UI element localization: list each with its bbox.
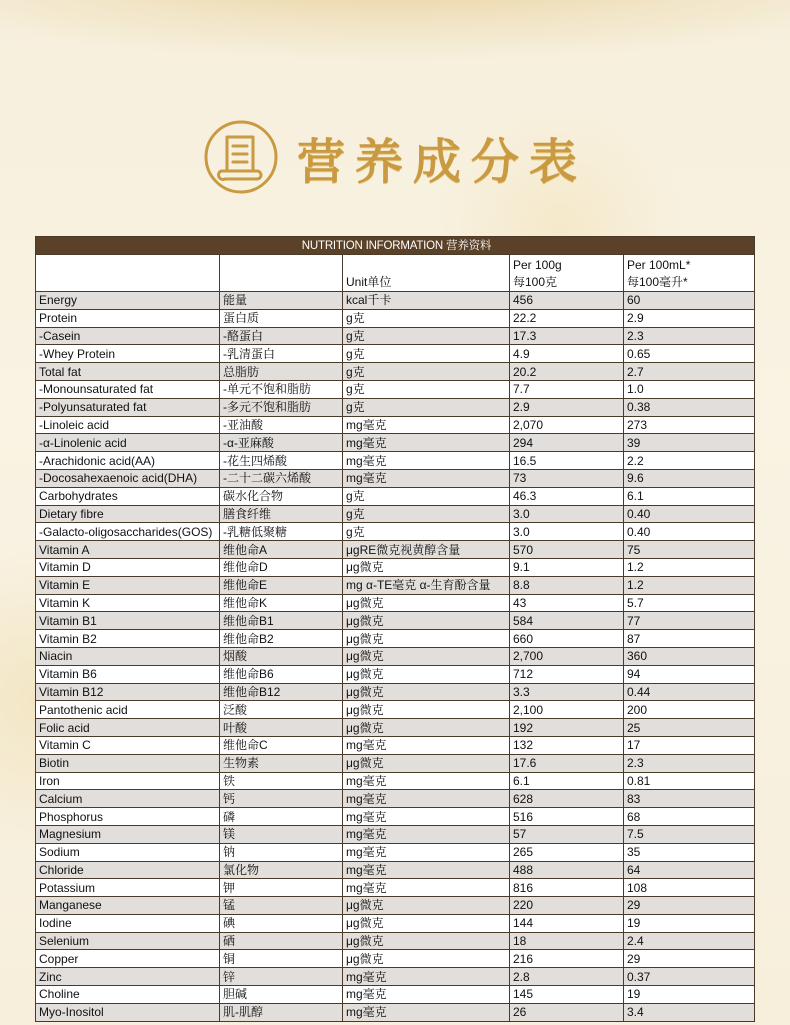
per-100g-value: 2,100 — [510, 701, 624, 719]
per-100g-value: 516 — [510, 808, 624, 826]
per-100ml-value: 2.3 — [624, 327, 755, 345]
nutrient-name-cn: 钠 — [220, 843, 343, 861]
table-caption: NUTRITION INFORMATION 营养资料 — [36, 237, 755, 255]
unit-cell: mg毫克 — [343, 434, 510, 452]
unit-cell: mg毫克 — [343, 968, 510, 986]
per-100ml-value: 200 — [624, 701, 755, 719]
unit-cell: mg毫克 — [343, 469, 510, 487]
per-100g-value: 628 — [510, 790, 624, 808]
unit-cell: mg α-TE毫克 α-生育酚含量 — [343, 576, 510, 594]
nutrient-name-cn: 维他命B2 — [220, 630, 343, 648]
per-100g-value: 43 — [510, 594, 624, 612]
table-row — [36, 541, 755, 559]
per-100g-value: 17.3 — [510, 327, 624, 345]
per-100ml-header-en: Per 100mL* — [627, 258, 691, 272]
unit-cell: mg毫克 — [343, 825, 510, 843]
nutrient-name-en: -Galacto-oligosaccharides(GOS) — [36, 523, 220, 541]
nutrient-name-cn: -亚油酸 — [220, 416, 343, 434]
unit-header: Unit单位 — [343, 255, 510, 292]
per-100ml-value: 35 — [624, 843, 755, 861]
nutrient-name-en: -Casein — [36, 327, 220, 345]
nutrient-name-cn: 泛酸 — [220, 701, 343, 719]
nutrient-name-en: Iron — [36, 772, 220, 790]
nutrient-name-en: Vitamin E — [36, 576, 220, 594]
unit-cell: mg毫克 — [343, 879, 510, 897]
per-100g-header-en: Per 100g — [513, 258, 562, 272]
nutrient-name-cn: 钾 — [220, 879, 343, 897]
nutrient-name-en: Biotin — [36, 754, 220, 772]
unit-cell: kcal千卡 — [343, 292, 510, 310]
document-scroll-icon — [203, 119, 279, 195]
per-100ml-value: 0.38 — [624, 398, 755, 416]
per-100ml-value: 0.37 — [624, 968, 755, 986]
per-100g-value: 17.6 — [510, 754, 624, 772]
nutrient-name-cn: -乳清蛋白 — [220, 345, 343, 363]
nutrient-name-cn: -二十二碳六烯酸 — [220, 469, 343, 487]
unit-cell: μg微克 — [343, 683, 510, 701]
table-row — [36, 292, 755, 310]
per-100g-value: 3.0 — [510, 523, 624, 541]
unit-cell: mg毫克 — [343, 736, 510, 754]
table-row — [36, 345, 755, 363]
table-row — [36, 879, 755, 897]
nutrient-name-cn: -多元不饱和脂肪 — [220, 398, 343, 416]
unit-cell: μg微克 — [343, 719, 510, 737]
table-row — [36, 469, 755, 487]
nutrient-name-cn: 维他命K — [220, 594, 343, 612]
nutrient-name-en: Calcium — [36, 790, 220, 808]
nutrient-name-cn: 维他命E — [220, 576, 343, 594]
page-header — [0, 112, 790, 202]
per-100ml-value: 29 — [624, 897, 755, 915]
per-100ml-value: 2.4 — [624, 932, 755, 950]
nutrient-name-cn: 锰 — [220, 897, 343, 915]
per-100g-value: 2.9 — [510, 398, 624, 416]
per-100g-value: 73 — [510, 469, 624, 487]
nutrient-name-cn: 维他命B12 — [220, 683, 343, 701]
table-row — [36, 309, 755, 327]
nutrient-name-en: Vitamin B12 — [36, 683, 220, 701]
per-100ml-value: 83 — [624, 790, 755, 808]
table-row — [36, 416, 755, 434]
per-100g-header — [510, 255, 624, 292]
nutrient-name-cn: 氯化物 — [220, 861, 343, 879]
table-row — [36, 523, 755, 541]
per-100g-value: 22.2 — [510, 309, 624, 327]
per-100ml-value: 1.2 — [624, 576, 755, 594]
table-row — [36, 363, 755, 381]
per-100ml-value: 2.2 — [624, 452, 755, 470]
per-100g-value: 3.0 — [510, 505, 624, 523]
unit-cell: g克 — [343, 327, 510, 345]
per-100g-value: 20.2 — [510, 363, 624, 381]
nutrient-name-en: Vitamin B6 — [36, 665, 220, 683]
unit-cell: mg毫克 — [343, 808, 510, 826]
per-100ml-value: 2.7 — [624, 363, 755, 381]
nutrient-name-en: Pantothenic acid — [36, 701, 220, 719]
table-row — [36, 897, 755, 915]
table-row — [36, 914, 755, 932]
per-100ml-value: 94 — [624, 665, 755, 683]
unit-cell: μg微克 — [343, 630, 510, 648]
table-row — [36, 825, 755, 843]
unit-cell: g克 — [343, 487, 510, 505]
nutrient-name-en: Vitamin K — [36, 594, 220, 612]
nutrient-name-en: -Monounsaturated fat — [36, 380, 220, 398]
unit-cell: μg微克 — [343, 754, 510, 772]
per-100g-value: 2.8 — [510, 968, 624, 986]
nutrient-name-en: Selenium — [36, 932, 220, 950]
per-100ml-value: 273 — [624, 416, 755, 434]
nutrient-name-en: -Docosahexaenoic acid(DHA) — [36, 469, 220, 487]
blank-header-cell — [36, 255, 220, 292]
per-100ml-header-cn: 每100毫升* — [627, 275, 688, 289]
nutrient-name-cn: 肌-肌醇 — [220, 1003, 343, 1021]
per-100g-value: 6.1 — [510, 772, 624, 790]
nutrient-name-cn: 碳水化合物 — [220, 487, 343, 505]
table-caption-row — [36, 237, 755, 255]
nutrient-name-en: Sodium — [36, 843, 220, 861]
nutrient-name-en: Copper — [36, 950, 220, 968]
per-100ml-value: 0.44 — [624, 683, 755, 701]
table-row — [36, 1003, 755, 1021]
nutrition-table-body — [36, 292, 755, 1022]
nutrient-name-en: Vitamin A — [36, 541, 220, 559]
per-100ml-header — [624, 255, 755, 292]
unit-cell: μg微克 — [343, 932, 510, 950]
per-100g-value: 816 — [510, 879, 624, 897]
unit-cell: μg微克 — [343, 897, 510, 915]
unit-cell: μg微克 — [343, 701, 510, 719]
per-100ml-value: 1.2 — [624, 558, 755, 576]
nutrient-name-cn: 碘 — [220, 914, 343, 932]
table-row — [36, 986, 755, 1004]
per-100ml-value: 108 — [624, 879, 755, 897]
nutrient-name-en: Iodine — [36, 914, 220, 932]
table-row — [36, 719, 755, 737]
unit-cell: mg毫克 — [343, 986, 510, 1004]
unit-cell: μg微克 — [343, 558, 510, 576]
nutrient-name-en: -Polyunsaturated fat — [36, 398, 220, 416]
nutrient-name-en: Protein — [36, 309, 220, 327]
nutrient-name-cn: 生物素 — [220, 754, 343, 772]
per-100ml-value: 0.40 — [624, 523, 755, 541]
per-100g-value: 46.3 — [510, 487, 624, 505]
per-100g-value: 4.9 — [510, 345, 624, 363]
nutrient-name-en: -Linoleic acid — [36, 416, 220, 434]
nutrient-name-cn: 叶酸 — [220, 719, 343, 737]
nutrient-name-en: -Whey Protein — [36, 345, 220, 363]
nutrient-name-en: Vitamin B1 — [36, 612, 220, 630]
nutrient-name-en: Magnesium — [36, 825, 220, 843]
nutrient-name-en: Potassium — [36, 879, 220, 897]
nutrient-name-cn: 胆碱 — [220, 986, 343, 1004]
nutrient-name-en: Phosphorus — [36, 808, 220, 826]
per-100g-value: 7.7 — [510, 380, 624, 398]
per-100g-value: 9.1 — [510, 558, 624, 576]
table-row — [36, 434, 755, 452]
nutrient-name-en: Carbohydrates — [36, 487, 220, 505]
per-100g-value: 294 — [510, 434, 624, 452]
per-100g-value: 584 — [510, 612, 624, 630]
table-row — [36, 630, 755, 648]
nutrient-name-cn: 钙 — [220, 790, 343, 808]
per-100g-value: 192 — [510, 719, 624, 737]
table-row — [36, 736, 755, 754]
unit-cell: mg毫克 — [343, 843, 510, 861]
nutrient-name-cn: 铁 — [220, 772, 343, 790]
per-100g-value: 2,700 — [510, 647, 624, 665]
unit-cell: μgRE微克视黄醇含量 — [343, 541, 510, 559]
table-row — [36, 398, 755, 416]
nutrient-name-en: Folic acid — [36, 719, 220, 737]
nutrient-name-cn: 能量 — [220, 292, 343, 310]
page-title: 营养成分表 — [296, 133, 587, 190]
per-100g-value: 660 — [510, 630, 624, 648]
per-100ml-value: 2.3 — [624, 754, 755, 772]
per-100g-value: 57 — [510, 825, 624, 843]
table-row — [36, 612, 755, 630]
nutrient-name-cn: -酪蛋白 — [220, 327, 343, 345]
per-100g-value: 216 — [510, 950, 624, 968]
table-row — [36, 808, 755, 826]
per-100ml-value: 5.7 — [624, 594, 755, 612]
table-row — [36, 932, 755, 950]
unit-cell: mg毫克 — [343, 772, 510, 790]
nutrient-name-en: Zinc — [36, 968, 220, 986]
per-100ml-value: 25 — [624, 719, 755, 737]
per-100g-value: 8.8 — [510, 576, 624, 594]
unit-cell: μg微克 — [343, 665, 510, 683]
table-row — [36, 754, 755, 772]
per-100ml-value: 1.0 — [624, 380, 755, 398]
per-100ml-value: 6.1 — [624, 487, 755, 505]
nutrient-name-en: Dietary fibre — [36, 505, 220, 523]
per-100g-value: 18 — [510, 932, 624, 950]
unit-cell: μg微克 — [343, 594, 510, 612]
table-row — [36, 452, 755, 470]
per-100g-value: 144 — [510, 914, 624, 932]
table-row — [36, 950, 755, 968]
unit-cell: μg微克 — [343, 647, 510, 665]
nutrient-name-cn: -单元不饱和脂肪 — [220, 380, 343, 398]
table-row — [36, 790, 755, 808]
table-row — [36, 576, 755, 594]
unit-cell: mg毫克 — [343, 790, 510, 808]
per-100g-value: 265 — [510, 843, 624, 861]
nutrient-name-cn: 镁 — [220, 825, 343, 843]
unit-cell: g克 — [343, 345, 510, 363]
table-row — [36, 843, 755, 861]
table-row — [36, 861, 755, 879]
per-100g-value: 220 — [510, 897, 624, 915]
per-100ml-value: 17 — [624, 736, 755, 754]
unit-cell: g克 — [343, 523, 510, 541]
per-100g-value: 488 — [510, 861, 624, 879]
nutrient-name-en: Vitamin C — [36, 736, 220, 754]
nutrient-name-cn: 磷 — [220, 808, 343, 826]
unit-cell: g克 — [343, 380, 510, 398]
nutrient-name-cn: 硒 — [220, 932, 343, 950]
nutrient-name-cn: 维他命B1 — [220, 612, 343, 630]
per-100ml-value: 360 — [624, 647, 755, 665]
unit-cell: g克 — [343, 505, 510, 523]
per-100ml-value: 29 — [624, 950, 755, 968]
per-100ml-value: 75 — [624, 541, 755, 559]
table-row — [36, 594, 755, 612]
unit-cell: μg微克 — [343, 612, 510, 630]
per-100ml-value: 68 — [624, 808, 755, 826]
table-row — [36, 505, 755, 523]
unit-cell: mg毫克 — [343, 1003, 510, 1021]
table-row — [36, 558, 755, 576]
nutrient-name-en: Energy — [36, 292, 220, 310]
nutrient-name-cn: 烟酸 — [220, 647, 343, 665]
table-row — [36, 647, 755, 665]
nutrient-name-cn: -乳糖低聚糖 — [220, 523, 343, 541]
nutrient-name-en: Chloride — [36, 861, 220, 879]
table-row — [36, 327, 755, 345]
per-100ml-value: 60 — [624, 292, 755, 310]
table-column-header-row — [36, 255, 755, 292]
per-100ml-value: 39 — [624, 434, 755, 452]
per-100ml-value: 7.5 — [624, 825, 755, 843]
per-100g-header-cn: 每100克 — [513, 275, 558, 289]
table-row — [36, 380, 755, 398]
nutrient-name-cn: 维他命B6 — [220, 665, 343, 683]
per-100ml-value: 2.9 — [624, 309, 755, 327]
nutrient-name-cn: 锌 — [220, 968, 343, 986]
nutrition-table — [35, 236, 755, 1022]
per-100ml-value: 0.81 — [624, 772, 755, 790]
per-100ml-value: 19 — [624, 914, 755, 932]
per-100g-value: 132 — [510, 736, 624, 754]
nutrient-name-cn: -α-亚麻酸 — [220, 434, 343, 452]
per-100g-value: 16.5 — [510, 452, 624, 470]
nutrient-name-cn: -花生四烯酸 — [220, 452, 343, 470]
nutrient-name-cn: 总脂肪 — [220, 363, 343, 381]
nutrient-name-en: Manganese — [36, 897, 220, 915]
nutrient-name-en: Niacin — [36, 647, 220, 665]
nutrient-name-en: Vitamin D — [36, 558, 220, 576]
nutrient-name-cn: 蛋白质 — [220, 309, 343, 327]
per-100g-value: 712 — [510, 665, 624, 683]
nutrient-name-en: Total fat — [36, 363, 220, 381]
per-100g-value: 456 — [510, 292, 624, 310]
nutrient-name-en: Choline — [36, 986, 220, 1004]
table-row — [36, 968, 755, 986]
table-row — [36, 772, 755, 790]
per-100ml-value: 19 — [624, 986, 755, 1004]
table-row — [36, 487, 755, 505]
per-100ml-value: 0.65 — [624, 345, 755, 363]
per-100ml-value: 3.4 — [624, 1003, 755, 1021]
table-row — [36, 683, 755, 701]
unit-cell: mg毫克 — [343, 416, 510, 434]
nutrient-name-cn: 铜 — [220, 950, 343, 968]
unit-cell: g克 — [343, 398, 510, 416]
blank-header-cell — [220, 255, 343, 292]
nutrient-name-en: -α-Linolenic acid — [36, 434, 220, 452]
unit-cell: μg微克 — [343, 950, 510, 968]
nutrient-name-cn: 维他命C — [220, 736, 343, 754]
nutrient-name-en: Vitamin B2 — [36, 630, 220, 648]
table-row — [36, 701, 755, 719]
unit-cell: g克 — [343, 363, 510, 381]
nutrient-name-cn: 维他命A — [220, 541, 343, 559]
nutrient-name-cn: 维他命D — [220, 558, 343, 576]
unit-cell: g克 — [343, 309, 510, 327]
per-100ml-value: 0.40 — [624, 505, 755, 523]
per-100g-value: 3.3 — [510, 683, 624, 701]
nutrient-name-en: -Arachidonic acid(AA) — [36, 452, 220, 470]
nutrient-name-cn: 膳食纤维 — [220, 505, 343, 523]
table-row — [36, 665, 755, 683]
unit-cell: mg毫克 — [343, 452, 510, 470]
per-100g-value: 2,070 — [510, 416, 624, 434]
unit-cell: mg毫克 — [343, 861, 510, 879]
per-100g-value: 145 — [510, 986, 624, 1004]
per-100g-value: 570 — [510, 541, 624, 559]
per-100ml-value: 87 — [624, 630, 755, 648]
per-100g-value: 26 — [510, 1003, 624, 1021]
nutrient-name-en: Myo-Inositol — [36, 1003, 220, 1021]
per-100ml-value: 77 — [624, 612, 755, 630]
unit-cell: μg微克 — [343, 914, 510, 932]
per-100ml-value: 9.6 — [624, 469, 755, 487]
per-100ml-value: 64 — [624, 861, 755, 879]
